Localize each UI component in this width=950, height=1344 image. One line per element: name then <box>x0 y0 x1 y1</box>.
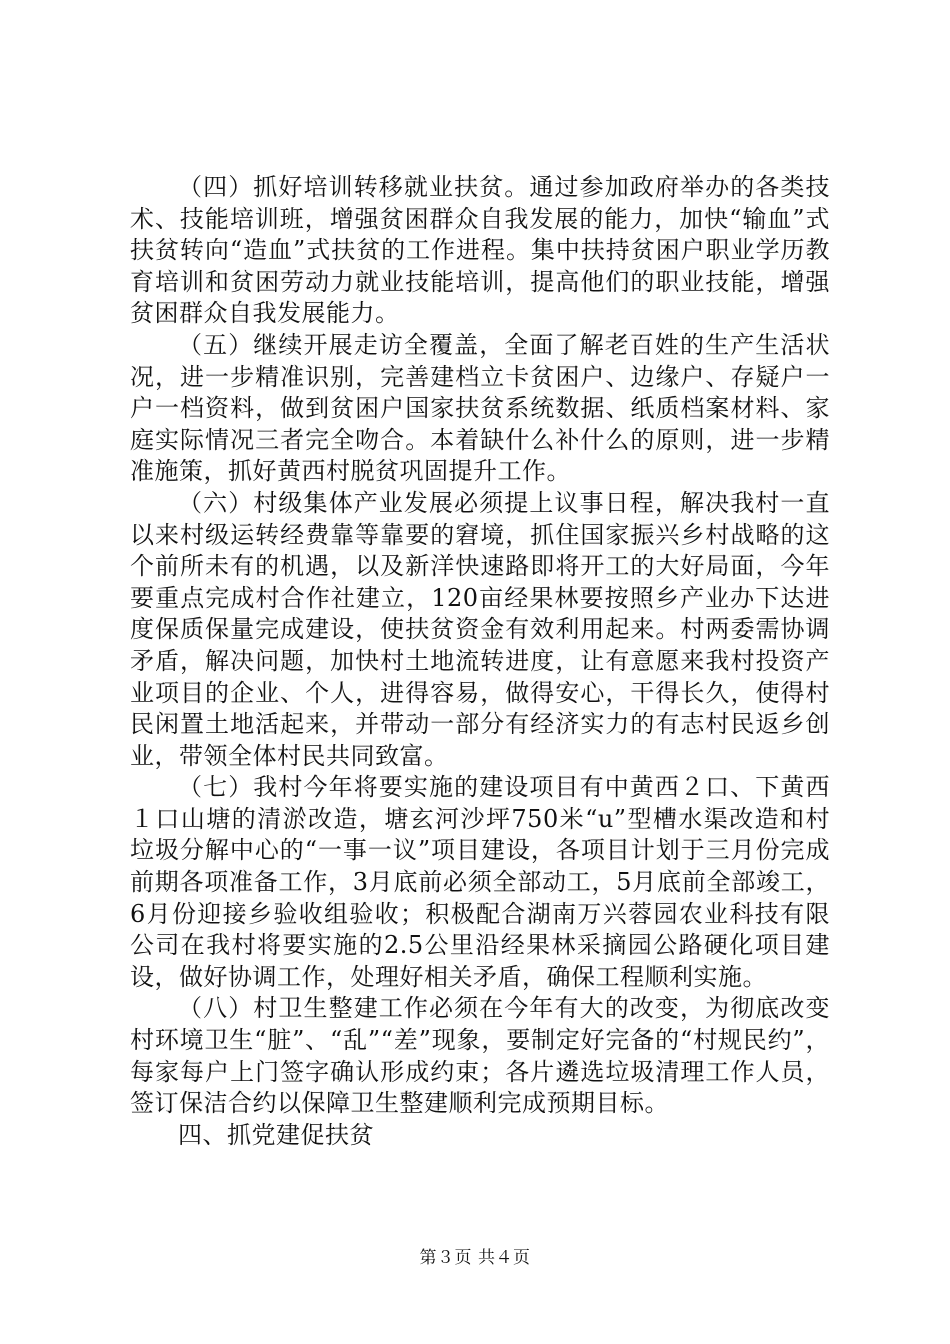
document-body <box>130 172 830 1151</box>
paragraph-8: （八）村卫生整建工作必须在今年有大的改变，为彻底改变村环境卫生“脏”、“乱”“差”现象，要制定好完备的“村规民约”，每家每户上门签字确认形成约束；各片遴选垃圾清理工作人员，签订保洁合约以保障卫生整建顺利完成预期目标。 <box>130 994 830 1118</box>
page-number-footer: 第３页 共４页 <box>419 1248 531 1268</box>
section-heading: 四、抓党建促扶贫 <box>178 1120 374 1149</box>
paragraph-5: （五）继续开展走访全覆盖，全面了解老百姓的生产生活状况，进一步精准识别，完善建档立卡贫困户、边缘户、存疑户一户一档资料，做到贫困户国家扶贫系统数据、纸质档案材料、家庭实际情况三者完全吻合。本着缺什么补什么的原则，进一步精准施策，抓好黄西村脱贫巩固提升工作。 <box>130 330 830 486</box>
paragraph-4: （四）抓好培训转移就业扶贫。通过参加政府举办的各类技术、技能培训班，增强贫困群众自我发展的能力，加快“输血”式扶贫转向“造血”式扶贫的工作进程。集中扶持贫困户职业学历教育培训和贫困劳动力就业技能培训，提高他们的职业技能，增强贫困群众自我发展能力。 <box>130 173 830 328</box>
paragraph-7: （七）我村今年将要实施的建设项目有中黄西２口、下黄西１口山塘的清淤改造，塘玄河沙坪750米“u”型槽水渠改造和村垃圾分解中心的“一事一议”项目建设，各项目计划于三月份完成前期各项准备工作，3月底前必须全部动工，5月底前全部竣工，6月份迎接乡验收组验收；积极配合湖南万兴蓉园农业科技有限公司在我村将要实施的2.5公里沿经果林采摘园公路硬化项目建设，做好协调工作，处理好相关矛盾，确保工程顺利实施。 <box>130 773 830 991</box>
paragraph-6: （六）村级集体产业发展必须提上议事日程，解决我村一直以来村级运转经费靠等靠要的窘境，抓住国家振兴乡村战略的这个前所未有的机遇，以及新洋快速路即将开工的大好局面，今年要重点完成村合作社建立，120亩经果林要按照乡产业办下达进度保质保量完成建设，使扶贫资金有效利用起来。村两委需协调矛盾，解决问题，加快村土地流转进度，让有意愿来我村投资产业项目的企业、个人，进得容易，做得安心，干得长久，使得村民闲置土地活起来，并带动一部分有经济实力的有志村民返乡创业，带领全体村民共同致富。 <box>130 488 830 770</box>
